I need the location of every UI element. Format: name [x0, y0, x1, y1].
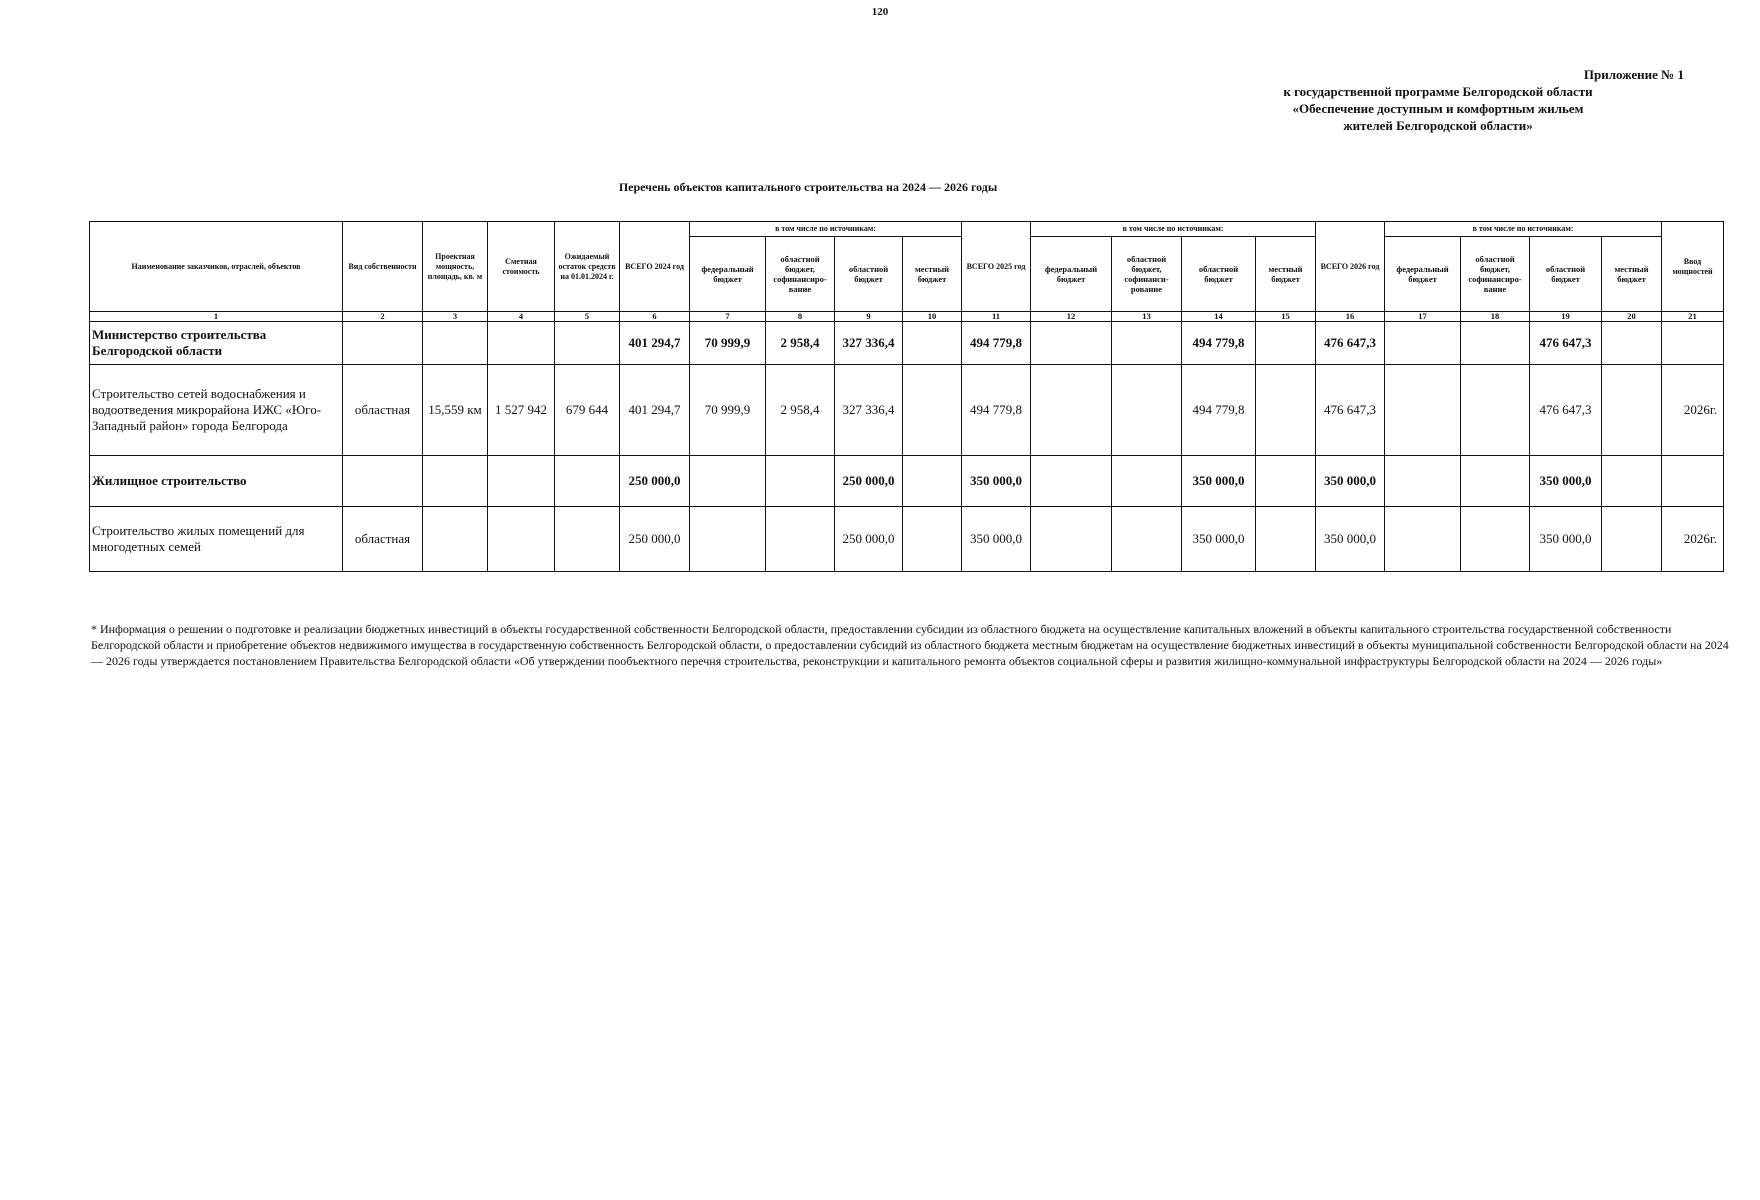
cell-federal-2025 [1031, 322, 1112, 365]
cell-total-2024: 250 000,0 [620, 456, 690, 507]
footnote: * Информация о решении о подготовке и реализации бюджетных инвестиций в объекты государственной собственности Белгородской области, предоставлении субсидии из областного бюджета на осуществление капитальных вложений в объекты капитального строительства государственной собственности Белгородской области и приобретение объектов недвижимого имущества в государственную собственность Белгородской области, о предоставлении субсидий из областного бюджета местным бюджетам на осуществление бюджетных инвестиций в объекты муниципальной собственности Белгородской области на 2024 — 2026 годы утверждается постановлением Правительства Белгородской области «Об утверждении пообъектного перечня строительства, реконструкции и капитального ремонта объектов социальной сферы и развития жилищно-коммунальной инфраструктуры Белгородской области на 2024 — 2026 годы» [91, 622, 1729, 668]
cell-regional-2025: 350 000,0 [1182, 456, 1256, 507]
column-number: 6 [620, 312, 690, 322]
cell-estimate [488, 456, 555, 507]
cell-federal-2025 [1031, 456, 1112, 507]
header-name: Наименование заказчиков, отраслей, объектов [90, 222, 343, 312]
column-number: 12 [1031, 312, 1112, 322]
row-name: Строительство сетей водоснабжения и водоотведения микрорайона ИЖС «Юго-Западный район» города Белгорода [90, 365, 343, 456]
header-total-2025: ВСЕГО 2025 год [962, 222, 1031, 312]
cell-capacity [423, 322, 488, 365]
cell-federal-2024: 70 999,9 [690, 322, 766, 365]
cell-ownership: областная [343, 365, 423, 456]
cell-regional-2024: 250 000,0 [835, 456, 903, 507]
cell-federal-2026 [1385, 456, 1461, 507]
header-regional: областной бюджет [1182, 237, 1256, 312]
column-number: 11 [962, 312, 1031, 322]
header-local: местный бюджет [1602, 237, 1662, 312]
column-number: 4 [488, 312, 555, 322]
column-number: 8 [766, 312, 835, 322]
cell-capacity [423, 456, 488, 507]
header-cofinancing: областной бюджет, софинансиро-вание [1461, 237, 1530, 312]
appendix-block [1158, 66, 1718, 134]
cell-cofinancing-2026 [1461, 507, 1530, 572]
cell-regional-2024: 327 336,4 [835, 322, 903, 365]
cell-federal-2026 [1385, 507, 1461, 572]
column-number: 13 [1112, 312, 1182, 322]
column-number: 19 [1530, 312, 1602, 322]
cell-capacity [423, 507, 488, 572]
column-number: 21 [1662, 312, 1724, 322]
table-row [90, 322, 1724, 365]
header-federal: федеральный бюджет [690, 237, 766, 312]
cell-cofinancing-2024 [766, 507, 835, 572]
cell-ownership [343, 322, 423, 365]
cell-regional-2025: 494 779,8 [1182, 322, 1256, 365]
column-number: 3 [423, 312, 488, 322]
cell-total-2025: 350 000,0 [962, 456, 1031, 507]
cell-federal-2024: 70 999,9 [690, 365, 766, 456]
cell-cofinancing-2024: 2 958,4 [766, 365, 835, 456]
header-regional: областной бюджет [835, 237, 903, 312]
cell-estimate [488, 507, 555, 572]
cell-regional-2024: 327 336,4 [835, 365, 903, 456]
table-row [90, 365, 1724, 456]
cell-total-2024: 401 294,7 [620, 322, 690, 365]
cell-local-2026 [1602, 507, 1662, 572]
cell-estimate: 1 527 942 [488, 365, 555, 456]
cell-regional-2026: 476 647,3 [1530, 365, 1602, 456]
cell-capacity: 15,559 км [423, 365, 488, 456]
column-number: 15 [1256, 312, 1316, 322]
cell-balance: 679 644 [555, 365, 620, 456]
row-name: Строительство жилых помещений для многодетных семей [90, 507, 343, 572]
capital-construction-table [89, 221, 1724, 572]
appendix-line: жителей Белгородской области» [1343, 118, 1533, 133]
cell-federal-2026 [1385, 365, 1461, 456]
column-number: 20 [1602, 312, 1662, 322]
cell-balance [555, 322, 620, 365]
cell-federal-2024 [690, 456, 766, 507]
cell-commissioning: 2026г. [1662, 365, 1724, 456]
header-regional: областной бюджет [1530, 237, 1602, 312]
table-row [90, 507, 1724, 572]
cell-total-2026: 350 000,0 [1316, 507, 1385, 572]
cell-regional-2025: 350 000,0 [1182, 507, 1256, 572]
column-number: 2 [343, 312, 423, 322]
cell-local-2024 [903, 365, 962, 456]
cell-commissioning: 2026г. [1662, 507, 1724, 572]
cell-total-2025: 350 000,0 [962, 507, 1031, 572]
cell-total-2026: 476 647,3 [1316, 365, 1385, 456]
cell-local-2025 [1256, 456, 1316, 507]
row-name: Министерство строительства Белгородской области [90, 322, 343, 365]
cell-local-2024 [903, 322, 962, 365]
cell-regional-2024: 250 000,0 [835, 507, 903, 572]
cell-ownership [343, 456, 423, 507]
cell-cofinancing-2025 [1112, 365, 1182, 456]
cell-total-2026: 476 647,3 [1316, 322, 1385, 365]
cell-regional-2025: 494 779,8 [1182, 365, 1256, 456]
cell-estimate [488, 322, 555, 365]
column-number: 7 [690, 312, 766, 322]
cell-federal-2026 [1385, 322, 1461, 365]
header-sources-2024: в том числе по источникам: [690, 222, 962, 237]
column-number: 9 [835, 312, 903, 322]
cell-commissioning [1662, 456, 1724, 507]
column-number: 17 [1385, 312, 1461, 322]
cell-cofinancing-2025 [1112, 322, 1182, 365]
page-number: 120 [871, 6, 889, 18]
cell-regional-2026: 350 000,0 [1530, 456, 1602, 507]
header-local: местный бюджет [903, 237, 962, 312]
cell-total-2025: 494 779,8 [962, 322, 1031, 365]
appendix-title: Приложение № 1 [1583, 67, 1684, 82]
header-sources-2025: в том числе по источникам: [1031, 222, 1316, 237]
cell-cofinancing-2026 [1461, 365, 1530, 456]
column-number: 5 [555, 312, 620, 322]
column-number: 16 [1316, 312, 1385, 322]
header-capacity: Проектная мощность, площадь, кв. м [423, 222, 488, 312]
cell-local-2025 [1256, 322, 1316, 365]
cell-federal-2025 [1031, 507, 1112, 572]
header-federal: федеральный бюджет [1385, 237, 1461, 312]
header-commissioning: Ввод мощностей [1662, 222, 1724, 312]
cell-local-2026 [1602, 456, 1662, 507]
header-local: местный бюджет [1256, 237, 1316, 312]
document-title: Перечень объектов капитального строительства на 2024 — 2026 годы [618, 180, 998, 194]
cell-cofinancing-2026 [1461, 456, 1530, 507]
cell-total-2025: 494 779,8 [962, 365, 1031, 456]
cell-cofinancing-2025 [1112, 507, 1182, 572]
cell-local-2025 [1256, 365, 1316, 456]
cell-federal-2025 [1031, 365, 1112, 456]
cell-cofinancing-2025 [1112, 456, 1182, 507]
header-cofinancing: областной бюджет, софинансиро-вание [766, 237, 835, 312]
cell-local-2025 [1256, 507, 1316, 572]
cell-balance [555, 456, 620, 507]
column-number: 1 [90, 312, 343, 322]
appendix-line: к государственной программе Белгородской области [1283, 84, 1593, 99]
cell-balance [555, 507, 620, 572]
cell-local-2024 [903, 507, 962, 572]
cell-federal-2024 [690, 507, 766, 572]
column-number: 10 [903, 312, 962, 322]
header-estimate: Сметная стоимость [488, 222, 555, 312]
cell-regional-2026: 476 647,3 [1530, 322, 1602, 365]
cell-ownership: областная [343, 507, 423, 572]
cell-regional-2026: 350 000,0 [1530, 507, 1602, 572]
row-name: Жилищное строительство [90, 456, 343, 507]
cell-cofinancing-2024: 2 958,4 [766, 322, 835, 365]
cell-total-2024: 401 294,7 [620, 365, 690, 456]
cell-commissioning [1662, 322, 1724, 365]
cell-local-2026 [1602, 365, 1662, 456]
header-balance: Ожидаемый остаток средств на 01.01.2024 г. [555, 222, 620, 312]
header-total-2024: ВСЕГО 2024 год [620, 222, 690, 312]
header-cofinancing: областной бюджет, софинанси-рование [1112, 237, 1182, 312]
cell-cofinancing-2024 [766, 456, 835, 507]
column-number-row [90, 312, 1724, 322]
cell-cofinancing-2026 [1461, 322, 1530, 365]
cell-total-2024: 250 000,0 [620, 507, 690, 572]
header-sources-2026: в том числе по источникам: [1385, 222, 1662, 237]
appendix-line: «Обеспечение доступным и комфортным жильем [1292, 101, 1584, 116]
cell-local-2024 [903, 456, 962, 507]
column-number: 14 [1182, 312, 1256, 322]
header-total-2026: ВСЕГО 2026 год [1316, 222, 1385, 312]
column-number: 18 [1461, 312, 1530, 322]
table-row [90, 456, 1724, 507]
cell-local-2026 [1602, 322, 1662, 365]
header-ownership: Вид собственности [343, 222, 423, 312]
header-federal: федеральный бюджет [1031, 237, 1112, 312]
cell-total-2026: 350 000,0 [1316, 456, 1385, 507]
